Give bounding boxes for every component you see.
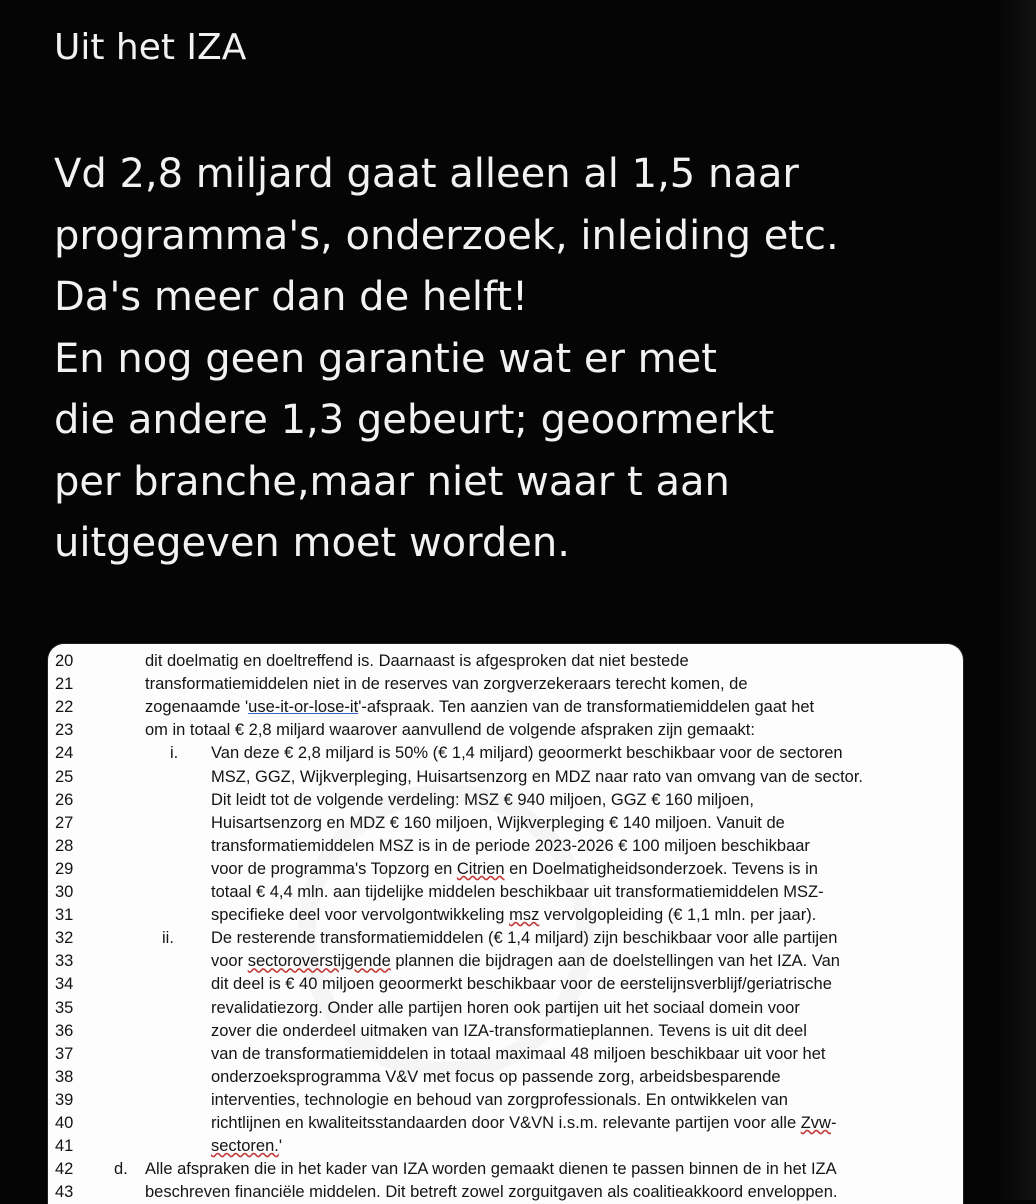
document-line [48, 1043, 963, 1066]
text-segment: onderzoeksprogramma V&V met focus op passende zorg, arbeidsbesparende [211, 1067, 781, 1086]
document-line [48, 673, 963, 696]
line-number: 38 [55, 1067, 74, 1086]
document-line [48, 812, 963, 835]
text-segment: ' [278, 1137, 283, 1156]
document-text [211, 1066, 781, 1089]
document-line [48, 789, 963, 812]
document-text [211, 789, 754, 812]
post-line: En nog geen garantie wat er met [54, 335, 717, 382]
document-text [211, 858, 818, 881]
document-line [48, 742, 963, 765]
line-number: 42 [55, 1160, 74, 1179]
text-segment: transformatiemiddelen MSZ is in de periode 2023-2026 € 100 miljoen beschikbaar [211, 836, 810, 855]
line-number: 31 [55, 906, 74, 925]
document-text [211, 1043, 826, 1066]
line-number: 40 [55, 1114, 74, 1132]
line-number: 26 [55, 790, 74, 809]
text-segment: en Doelmatigheidsonderzoek. Tevens is in [504, 859, 818, 878]
line-number: 29 [55, 859, 74, 878]
text-segment: voor [211, 952, 248, 971]
text-segment: transformatiemiddelen niet in de reserves van zorgverzekeraars terecht komen, de [145, 675, 748, 694]
line-number: 22 [55, 698, 74, 717]
text-segment: totaal € 4,4 mln. aan tijdelijke middelen beschikbaar uit transformatiemiddelen MSZ- [211, 883, 824, 901]
document-text [211, 1112, 836, 1135]
document-text [211, 973, 832, 996]
document-image [48, 644, 963, 1204]
text-segment: Huisartsenzorg en MDZ € 160 miljoen, Wijkverpleging € 140 miljoen. Vanuit de [211, 813, 785, 832]
document-line [48, 696, 963, 719]
document-text [211, 1020, 807, 1043]
document-text [211, 1135, 282, 1158]
document-text [211, 1089, 788, 1112]
text-segment: revalidatiezorg. Onder alle partijen horen ook partijen uit het sociaal domein voor [211, 998, 800, 1017]
line-number: 36 [55, 1021, 74, 1040]
document-line [48, 1066, 963, 1089]
line-number: 35 [55, 998, 74, 1017]
document-text [211, 950, 840, 973]
line-number: 32 [55, 929, 74, 948]
text-segment: vervolgopleiding (€ 1,1 mln. per jaar). [539, 906, 817, 925]
text-segment: zover die onderdeel uitmaken van IZA-transformatieplannen. Tevens is uit dit deel [211, 1021, 807, 1040]
post-heading: Uit het IZA [54, 27, 247, 68]
document-line [48, 766, 963, 789]
text-segment: plannen die bijdragen aan de doelstellingen van het IZA. Van [390, 952, 840, 971]
document-text [211, 927, 837, 950]
document-line [48, 1089, 963, 1112]
text-segment: voor de programma's Topzorg en [211, 859, 457, 878]
document-text [145, 650, 689, 673]
line-number: 30 [55, 883, 74, 901]
line-number: 37 [55, 1044, 74, 1063]
line-number: 41 [55, 1137, 74, 1156]
line-number: 24 [55, 744, 74, 763]
list-marker: d. [114, 1160, 128, 1179]
document-text [211, 997, 800, 1020]
text-segment: specifieke deel voor vervolgontwikkeling [211, 906, 510, 925]
line-number: 20 [55, 652, 74, 670]
document-line [48, 973, 963, 996]
document-line [48, 1112, 963, 1135]
document-line [48, 904, 963, 927]
post-line: die andere 1,3 gebeurt; geoormerkt [54, 397, 775, 443]
underlined-term: Citrien [456, 859, 505, 878]
underlined-term: sectoroverstijgende [247, 952, 391, 971]
text-segment: zogenaamde ' [145, 698, 249, 717]
text-segment: Van deze € 2,8 miljard is 50% (€ 1,4 miljard) geoormerkt beschikbaar voor de sectoren [211, 744, 843, 763]
document-text [145, 673, 748, 696]
line-number: 27 [55, 813, 74, 832]
text-segment: beschreven financiële middelen. Dit betreft zowel zorguitgaven als coalitieakkoord enveloppen. [145, 1183, 838, 1202]
document-line [48, 997, 963, 1020]
text-segment: om in totaal € 2,8 miljard waarover aanvullend de volgende afspraken zijn gemaakt: [145, 721, 755, 740]
document-text [211, 812, 785, 835]
underlined-term: use-it-or-lose-it [248, 698, 359, 717]
underlined-term: msz [509, 906, 540, 925]
line-number: 39 [55, 1090, 74, 1109]
post-line: Vd 2,8 miljard gaat alleen al 1,5 naar [54, 151, 799, 197]
underlined-term: Zvw [800, 1114, 831, 1132]
document-line [48, 858, 963, 881]
document-text [145, 1181, 838, 1204]
document-line [48, 1020, 963, 1043]
edge-shade [996, 0, 1036, 1200]
text-segment: '-afspraak. Ten aanzien van de transformatiemiddelen gaat het [358, 698, 815, 717]
post-line: Da's meer dan de helft! [54, 274, 529, 320]
text-segment: Dit leidt tot de volgende verdeling: MSZ € 940 miljoen, GGZ € 160 miljoen, [211, 790, 754, 809]
text-segment: De resterende transformatiemiddelen (€ 1,4 miljard) zijn beschikbaar voor alle partijen [211, 929, 838, 948]
list-marker: i. [170, 744, 179, 763]
text-segment: Alle afspraken die in het kader van IZA worden gemaakt dienen te passen binnen de in het IZA [145, 1160, 837, 1179]
document-line [48, 719, 963, 742]
document-line [48, 950, 963, 973]
document-line [48, 1158, 963, 1181]
line-number: 43 [55, 1183, 74, 1202]
document-line [48, 1135, 963, 1158]
document-line [48, 835, 963, 858]
post-body [54, 144, 1014, 575]
document-text [211, 881, 824, 904]
line-number: 21 [55, 675, 74, 694]
line-number: 34 [55, 975, 74, 994]
document-line [48, 927, 963, 950]
underlined-term: sectoren. [211, 1137, 279, 1156]
line-number: 28 [55, 836, 74, 855]
document-line [48, 881, 963, 904]
text-segment: - [830, 1114, 837, 1132]
document-line [48, 650, 963, 673]
text-segment: richtlijnen en kwaliteitsstandaarden door V&VN i.s.m. relevante partijen voor alle [211, 1114, 801, 1132]
text-segment: interventies, technologie en behoud van zorgprofessionals. En ontwikkelen van [211, 1090, 788, 1109]
text-segment: MSZ, GGZ, Wijkverpleging, Huisartsenzorg en MDZ naar rato van omvang van de sector. [211, 767, 864, 786]
text-segment: dit deel is € 40 miljoen geoormerkt beschikbaar voor de eerstelijnsverblijf/geriatrische [211, 975, 832, 994]
post-line: per branche,maar niet waar t aan [54, 458, 730, 505]
document-line [48, 1181, 963, 1204]
document-text [145, 1158, 837, 1181]
document-text [211, 835, 810, 858]
document-text [145, 696, 814, 719]
line-number: 33 [55, 952, 74, 971]
document-text [145, 719, 755, 742]
post-line: uitgegeven moet worden. [54, 520, 570, 566]
document-text [211, 904, 816, 927]
list-marker: ii. [162, 929, 174, 948]
post-text [54, 24, 1014, 575]
line-number: 25 [55, 767, 74, 786]
document-text [211, 766, 863, 789]
line-number: 23 [55, 721, 74, 740]
post-line: programma's, onderzoek, inleiding etc. [54, 212, 839, 259]
text-segment: dit doelmatig en doeltreffend is. Daarnaast is afgesproken dat niet bestede [145, 652, 689, 670]
document-text [211, 742, 843, 765]
text-segment: van de transformatiemiddelen in totaal maximaal 48 miljoen beschikbaar uit voor het [211, 1044, 826, 1063]
